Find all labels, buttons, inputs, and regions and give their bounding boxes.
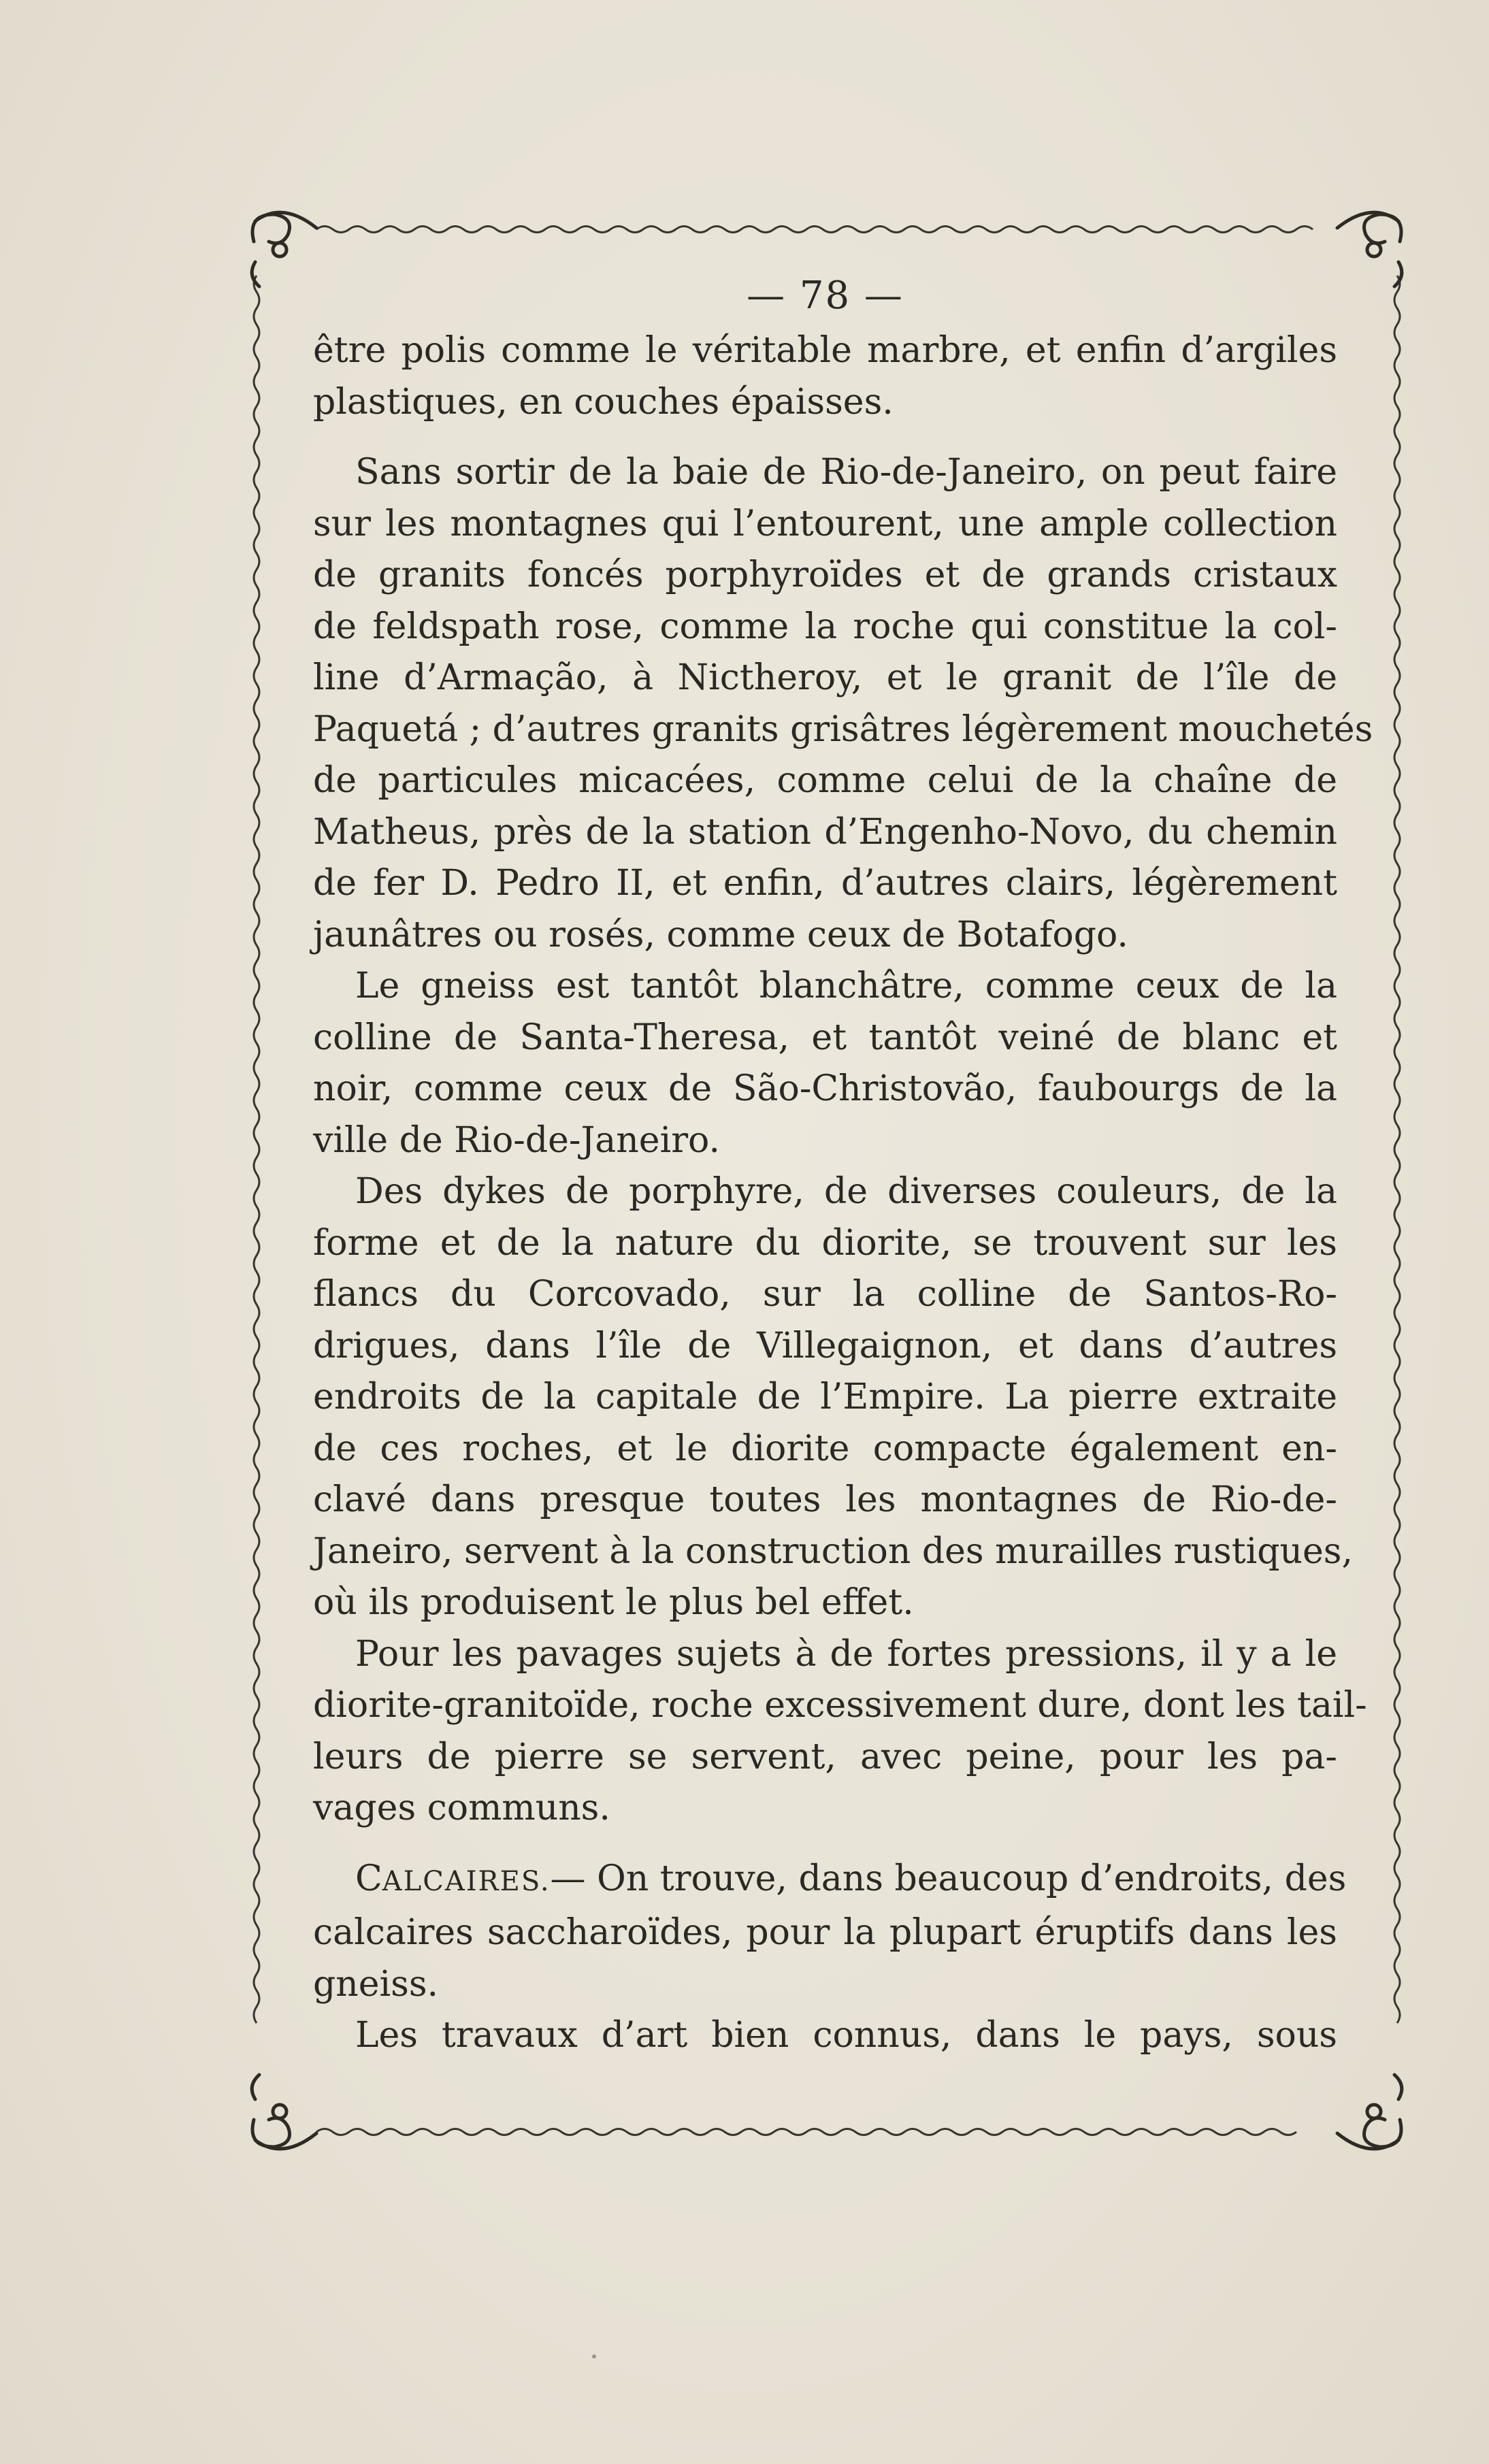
text-line: flancs du Corcovado, sur la colline de Santos-Ro- [313,1274,1337,1315]
text-line: plastiques, en couches épaisses. [313,381,894,423]
text-line: Sans sortir de la baie de Rio-de-Janeiro, on peut faire [355,452,1337,493]
text-line: endroits de la capitale de l’Empire. La pierre extraite [313,1377,1337,1417]
paragraph-4 [313,1166,1354,1629]
border-left-wave [254,276,259,2023]
text-line: sur les montagnes qui l’entourent, une ample collection [313,503,1337,544]
text-line: de ces roches, et le diorite compacte également en- [313,1428,1337,1469]
text-line: drigues, dans l’île de Villegaignon, et dans d’autres [313,1325,1337,1366]
text-line: diorite-granitoïde, roche excessivement dure, dont les tail- [313,1685,1367,1726]
section-first-line-text: On trouve, dans beaucoup d’endroits, des [585,1858,1347,1899]
page-text [313,265,1373,2062]
border-right-wave [1394,276,1400,2023]
text-line: Les travaux d’art bien connus, dans le pays, sous [355,2015,1337,2056]
border-bottom-wave [316,2129,1296,2135]
text-line: de fer D. Pedro II, et enfin, d’autres clairs, légèrement [313,863,1337,904]
text-line: de particules micacées, comme celui de la chaîne de [313,760,1337,801]
text-line: jaunâtres ou rosés, comme ceux de Botafogo. [313,914,1128,955]
page-number: — 78 — [747,274,904,318]
border-top-wave [316,227,1313,233]
corner-ornament-bottom-left [252,2075,316,2149]
paragraph-2 [313,447,1373,961]
paragraph-gap [313,428,1337,447]
text-line: Pour les pavages sujets à de fortes pressions, il y a le [355,1633,1337,1675]
corner-ornament-top-left [252,212,316,286]
corner-ornament-top-right [1337,212,1402,286]
text-line: clavé dans presque toutes les montagnes de Rio-de- [313,1479,1337,1520]
paragraph-5 [313,1629,1367,1835]
section-heading-dash: — [550,1858,586,1899]
text-line: Matheus, près de la station d’Engenho-Novo, du chemin [313,811,1337,853]
section-heading: ALCAIRES. [382,1865,551,1897]
text-line: ville de Rio-de-Janeiro. [313,1119,720,1161]
text-line: forme et de la nature du diorite, se trouvent sur les [313,1222,1337,1264]
text-line: calcaires saccharoïdes, pour la plupart éruptifs dans les [313,1912,1337,1953]
paragraph-3 [313,961,1337,1166]
text-line: leurs de pierre se servent, avec peine, pour les pa- [313,1736,1337,1777]
text-line: Janeiro, servent à la construction des murailles rustiques, [313,1530,1354,1572]
text-line: être polis comme le véritable marbre, et enfin d’argiles [313,330,1337,371]
text-line: colline de Santa-Theresa, et tantôt veiné de blanc et [313,1017,1337,1058]
paragraph-1 [313,325,1337,428]
paper-speck [592,2354,596,2359]
paragraph-final [313,2010,1337,2062]
text-line: de granits foncés porphyroïdes et de grands cristaux [313,555,1337,595]
text-line: Le gneiss est tantôt blanchâtre, comme ceux de la [355,966,1337,1006]
section-calcaires [313,1854,1347,2011]
text-line: Paquetá ; d’autres granits grisâtres légèrement mouchetés [313,708,1373,750]
text-line: gneiss. [313,1963,439,2005]
text-line: de feldspath rose, comme la roche qui constitue la col- [313,606,1337,647]
corner-ornament-bottom-right [1337,2075,1402,2149]
paragraph-gap [313,1835,1337,1854]
text-line: vages communs. [313,1788,610,1828]
text-line: line d’Armação, à Nictheroy, et le granit de l’île de [313,657,1337,698]
text-line: noir, comme ceux de São-Christovão, faubourgs de la [313,1068,1337,1109]
section-first-line [313,1854,1347,1908]
text-line: où ils produisent le plus bel effet. [313,1582,914,1623]
section-heading-initial: C [355,1858,382,1899]
text-line: Des dykes de porphyre, de diverses couleurs, de la [355,1171,1337,1212]
